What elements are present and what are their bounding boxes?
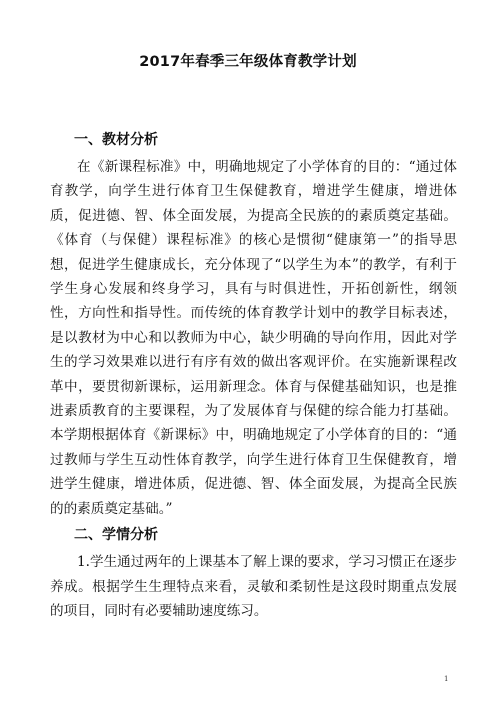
section-heading: 一、教材分析 <box>74 132 158 148</box>
page-number: 1 <box>444 675 449 683</box>
section-textbook-analysis <box>50 128 457 521</box>
section-heading: 二、学情分析 <box>74 527 158 544</box>
document-body <box>50 128 457 625</box>
paragraph: 1.学生通过两年的上课基本了解上课的要求，学习习惯正在逐步养成。根据学生生理特点来看，灵敏和柔韧性是这段时期重点发展的项目，同时有必要辅助速度练习。 <box>50 554 457 619</box>
paragraph: 在《新课程标准》中，明确地规定了小学体育的目的：“通过体育教学，向学生进行体育卫生保健教育，增进学生健康，增进体质，促进德、智、体全面发展，为提高全民族的的素质奠定基础。《体育（与保健）课程标准》的核心是惯彻“健康第一”的指导思想，促进学生健康成长，充分体现了“以学生为本”的教学，有利于学生身心发展和终身学习，具有与时俱进性，开拓创新性，纲领性，方向性和指导性。而传统的体育教学计划中的教学目标表述，是以教材为中心和以教师为中心，缺少明确的导向作用，因此对学生的学习效果难以进行有序有效的做出客观评价。在实施新课程改革中，要贯彻新课标，运用新理念。体育与保健基础知识，也是推进素质教育的主要课程，为了发展体育与保健的综合能力打基础。本学期根据体育《新课标》中，明确地规定了小学体育的目的：“通过教师与学生互动性体育教学，向学生进行体育卫生保健教育，增进学生健康，增进体质，促进德、智、体全面发展，为提高全民族的的素质奠定基础。” <box>50 159 457 517</box>
document-title: 2017年春季三年级体育教学计划 <box>139 54 357 70</box>
section-student-analysis <box>50 523 457 623</box>
